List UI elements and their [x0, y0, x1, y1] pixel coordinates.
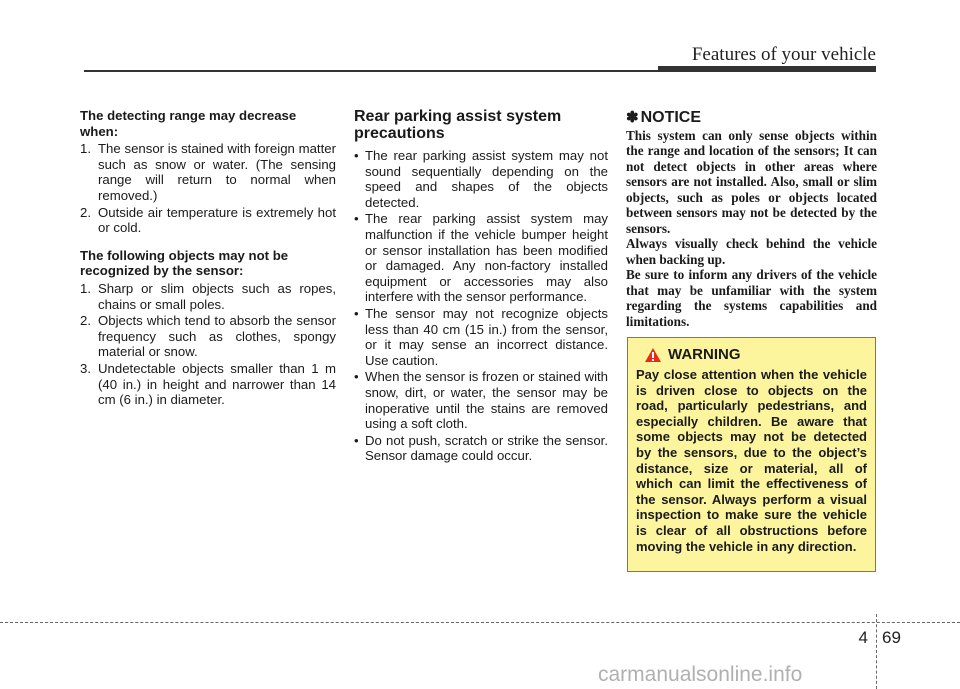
list-item [80, 205, 336, 236]
page-number: 69 [882, 628, 901, 647]
warning-box [627, 337, 876, 572]
warning-title: WARNING [668, 346, 741, 363]
section-title: Rear parking assist system precautions [354, 108, 562, 142]
footer-rule [0, 622, 960, 623]
item-text: Undetectable objects smaller than 1 m (40 in.) in height and narrower than 14 cm (6 in.) in diameter. [98, 360, 336, 408]
chapter-number: 4 [858, 628, 868, 647]
item-text: Outside air temperature is extremely hot or cold. [98, 204, 336, 236]
notice-heading [626, 110, 877, 126]
list-item [354, 433, 608, 464]
item-number: 1. [80, 280, 91, 296]
bullet-icon: • [354, 211, 359, 227]
bullet-icon: • [354, 148, 359, 163]
notice-paragraph: Always visually check behind the vehicle when backing up. [626, 236, 877, 267]
bullet-icon: • [354, 305, 359, 321]
item-number: 2. [80, 204, 91, 220]
notice-body [626, 128, 877, 330]
item-text: Do not push, scratch or strike the sensor. Sensor damage could occur. [365, 432, 608, 464]
item-text: The rear parking assist system may not sound sequentially depending on the speed and shapes of the objects detected. [365, 148, 608, 210]
item-number: 1. [80, 141, 91, 157]
list-item [354, 369, 608, 431]
item-text: The sensor may not recognize objects less than 40 cm (15 in.) from the sensor, or it may sense an incorrect distance. Use caution. [365, 305, 608, 368]
column-middle [354, 108, 608, 465]
list-item [80, 281, 336, 312]
range-heading: The detecting range may decrease when: [80, 108, 297, 139]
item-number: 3. [80, 360, 91, 376]
list-item [354, 306, 608, 368]
item-text: Sharp or slim objects such as ropes, chains or small poles. [98, 280, 336, 312]
warning-heading [644, 346, 867, 363]
notice-star-icon: ✽ [626, 109, 639, 126]
watermark: carmanualsonline.info [598, 663, 803, 686]
objects-list [80, 281, 336, 408]
notice-title: NOTICE [640, 109, 702, 126]
item-text: The sensor is stained with foreign matter such as snow or water. (The sensing range will return to normal when removed.) [98, 141, 336, 203]
range-list [80, 141, 336, 236]
header-rule-accent [658, 66, 876, 72]
notice-paragraph: Be sure to inform any drivers of the vehicle that may be unfamiliar with the system regarding the systems capabilities and limitations. [626, 267, 877, 329]
warning-text: Pay close attention when the vehicle is driven close to objects on the road, particularly pedestrians, and especially children. Be aware that some objects may not be detected by the sensors, due to the object’s distance, size or material, all of which can limit the effectiveness of the sensor. Always perform a visual inspection to make sure the vehicle is clear of all obstructions before moving the vehicle in any direction. [636, 367, 867, 554]
page-header-title: Features of your vehicle [691, 44, 876, 65]
precautions-list [354, 148, 608, 464]
notice-paragraph: This system can only sense objects within the range and location of the sensors; It can not detect objects in other areas where sensors are not installed. Also, small or slim objects, such as poles or objects located between sensors may not be detected by the sensors. [626, 127, 877, 236]
list-item [80, 141, 336, 203]
item-text: The rear parking assist system may malfunction if the vehicle bumper height or sensor installation has been modified or damaged. Any non-factory installed equipment or accessories may also interfere with the sensor performance. [365, 211, 608, 305]
list-item [80, 313, 336, 360]
footer-divider [876, 614, 877, 689]
list-item [354, 211, 608, 305]
list-item [354, 148, 608, 210]
list-item [80, 361, 336, 408]
warning-triangle-icon [644, 347, 662, 363]
column-left [80, 108, 336, 420]
item-text: Objects which tend to absorb the sensor frequency such as clothes, spongy material or snow. [98, 313, 336, 360]
bullet-icon: • [354, 369, 359, 385]
bullet-icon: • [354, 432, 359, 448]
item-text: When the sensor is frozen or stained with snow, dirt, or water, the sensor may be inoperative until the stains are removed using a soft cloth. [365, 369, 608, 432]
objects-heading: The following objects may not be recognized by the sensor: [80, 247, 289, 279]
item-number: 2. [80, 313, 91, 329]
column-right [626, 108, 877, 329]
